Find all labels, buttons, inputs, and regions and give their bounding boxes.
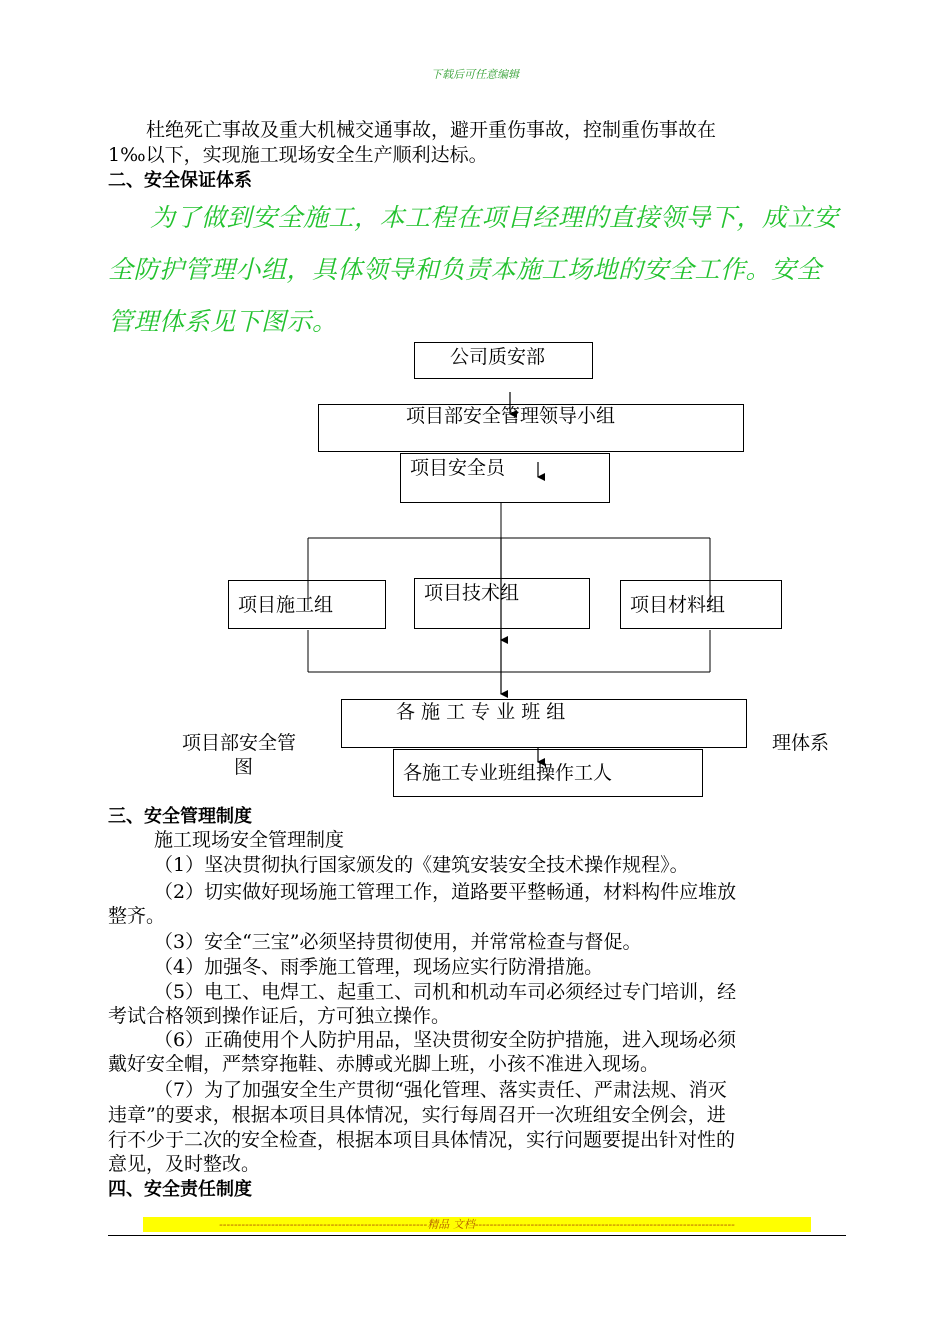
- rule-line-1: （1）坚决贯彻执行国家颁发的《建筑安装安全技术操作规程》。: [154, 854, 689, 876]
- green-line-3: 管理体系见下图示。: [108, 307, 338, 336]
- intro-line-1: 杜绝死亡事故及重大机械交通事故，避开重伤事故，控制重伤事故在: [146, 119, 717, 141]
- footer-dashes-left: --------------------------------------------------------: [219, 1218, 428, 1231]
- rule-line-8: （6）正确使用个人防护用品，坚决贯彻安全防护措施，进入现场必须: [154, 1029, 737, 1051]
- label-leader-group: 项目部安全管理领导小组: [406, 405, 616, 427]
- section3-subtitle: 施工现场安全管理制度: [154, 829, 345, 851]
- intro-line-2: 1‰以下，实现施工现场安全生产顺利达标。: [108, 144, 488, 166]
- label-construction-group: 项目施工组: [238, 594, 334, 616]
- rule-line-3: 整齐。: [108, 905, 166, 927]
- chart-caption-right: 理体系: [772, 732, 830, 754]
- label-tech-group: 项目技术组: [424, 582, 520, 604]
- footer-text: 精品 文档: [427, 1218, 475, 1231]
- rule-line-13: 意见，及时整改。: [108, 1153, 261, 1175]
- label-material-group: 项目材料组: [630, 594, 726, 616]
- footer-dashes-right: ----------------------------------------------------------------------: [474, 1218, 735, 1231]
- label-company-safety-dept: 公司质安部: [450, 346, 546, 368]
- rule-line-9: 戴好安全帽，严禁穿拖鞋、赤膊或光脚上班，小孩不准进入现场。: [108, 1053, 660, 1075]
- chart-caption-left-2: 图: [234, 756, 254, 778]
- rule-line-4: （3）安全“三宝”必须坚持贯彻使用，并常常检查与督促。: [154, 931, 642, 953]
- rule-line-6: （5）电工、电焊工、起重工、司机和机动车司必须经过专门培训，经: [154, 981, 737, 1003]
- green-line-1: 为了做到安全施工，本工程在项目经理的直接领导下，成立安: [150, 203, 839, 232]
- section2-heading: 二、安全保证体系: [108, 170, 252, 191]
- rule-line-2: （2）切实做好现场施工管理工作，道路要平整畅通，材料构件应堆放: [154, 881, 737, 903]
- footer-rule: [108, 1235, 846, 1236]
- rule-line-7: 考试合格领到操作证后，方可独立操作。: [108, 1005, 451, 1027]
- rule-line-11: 违章”的要求，根据本项目具体情况，实行每周召开一次班组安全例会，进: [108, 1104, 726, 1126]
- label-teams: 各 施 工 专 业 班 组: [396, 701, 566, 723]
- rule-line-5: （4）加强冬、雨季施工管理，现场应实行防滑措施。: [154, 956, 604, 978]
- footer-banner: [143, 1217, 811, 1232]
- header-note: 下载后可任意编辑: [431, 68, 519, 81]
- chart-caption-left-1: 项目部安全管: [182, 732, 297, 754]
- section4-heading: 四、安全责任制度: [108, 1179, 252, 1200]
- label-workers: 各施工专业班组操作工人: [403, 762, 613, 784]
- rule-line-12: 行不少于二次的安全检查，根据本项目具体情况，实行问题要提出针对性的: [108, 1129, 736, 1151]
- label-safety-officer: 项目安全员: [410, 457, 506, 479]
- green-line-2: 全防护管理小组，具体领导和负责本施工场地的安全工作。安全: [108, 255, 823, 284]
- rule-line-10: （7）为了加强安全生产贯彻“强化管理、落实责任、严肃法规、消灭: [154, 1079, 727, 1101]
- section3-heading: 三、安全管理制度: [108, 806, 252, 827]
